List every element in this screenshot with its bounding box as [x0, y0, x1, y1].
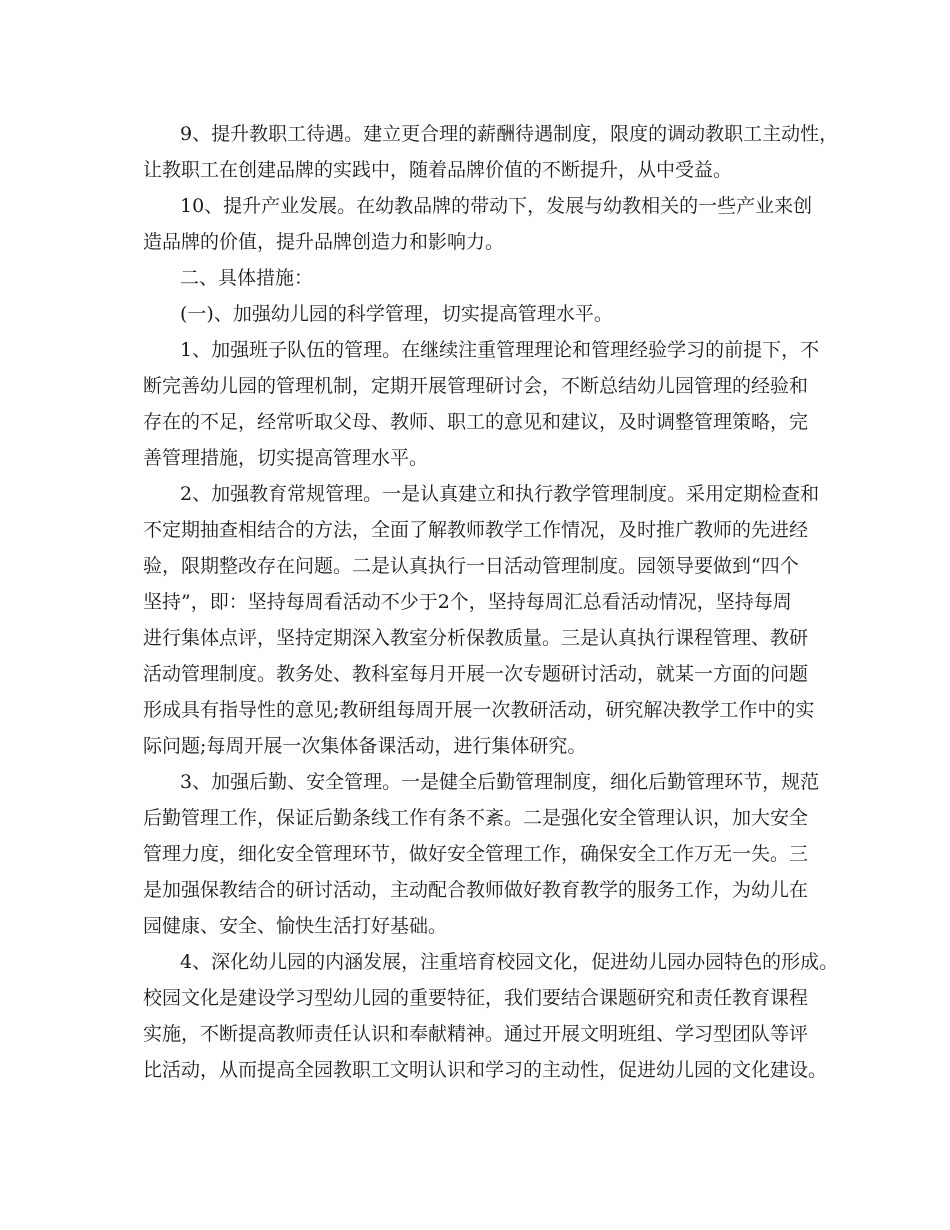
- subheading-scientific-management: (一)、加强幼儿园的科学管理，切实提高管理水平。: [180, 303, 613, 325]
- measure-3-line-5: 园健康、安全、愉快生活打好基础。: [143, 915, 448, 937]
- measure-1-line-4: 善管理措施，切实提高管理水平。: [143, 447, 429, 469]
- measure-4-line-1: 4、深化幼儿园的内涵发展，注重培育校园文化，促进幼儿园办园特色的形成。: [180, 951, 839, 973]
- paragraph-10-line-2: 造品牌的价值，提升品牌创造力和影响力。: [143, 231, 505, 253]
- measure-2-line-2: 不定期抽查相结合的方法，全面了解教师教学工作情况，及时推广教师的先进经: [143, 519, 809, 541]
- measure-1-line-1: 1、加强班子队伍的管理。在继续注重管理理论和管理经验学习的前提下，不: [180, 339, 820, 361]
- section-heading-measures: 二、具体措施：: [180, 267, 314, 289]
- measure-2-line-5: 进行集体点评，坚持定期深入教室分析保教质量。三是认真执行课程管理、教研: [143, 627, 809, 649]
- measure-3-line-2: 后勤管理工作，保证后勤条线工作有条不紊。二是强化安全管理认识，加大安全: [143, 807, 809, 829]
- measure-4-line-2: 校园文化是建设学习型幼儿园的重要特征，我们要结合课题研究和责任教育课程: [143, 987, 809, 1009]
- measure-2-line-1: 2、加强教育常规管理。一是认真建立和执行教学管理制度。采用定期检查和: [180, 483, 820, 505]
- paragraph-9-line-2: 让教职工在创建品牌的实践中，随着品牌价值的不断提升，从中受益。: [143, 159, 733, 181]
- paragraph-9-line-1: 9、提升教职工待遇。建立更合理的薪酬待遇制度，限度的调动教职工主动性，: [180, 123, 839, 145]
- measure-1-line-3: 存在的不足，经常听取父母、教师、职工的意见和建议，及时调整管理策略，完: [143, 411, 809, 433]
- measure-2-line-8: 际问题;每周开展一次集体备课活动，进行集体研究。: [143, 735, 587, 757]
- measure-4-line-3: 实施，不断提高教师责任认识和奉献精神。通过开展文明班组、学习型团队等评: [143, 1023, 809, 1045]
- measure-2-line-7: 形成具有指导性的意见;教研组每周开展一次教研活动，研究解决教学工作中的实: [143, 699, 815, 721]
- measure-2-line-3: 验，限期整改存在问题。二是认真执行一日活动管理制度。园领导要做到“四个: [143, 555, 799, 577]
- measure-3-line-3: 管理力度，细化安全管理环节，做好安全管理工作，确保安全工作万无一失。三: [143, 843, 809, 865]
- measure-2-line-6: 活动管理制度。教务处、教科室每月开展一次专题研讨活动，就某一方面的问题: [143, 663, 809, 685]
- measure-2-line-4: 坚持”，即：坚持每周看活动不少于2个，坚持每周汇总看活动情况，坚持每周: [143, 591, 792, 613]
- measure-4-line-4: 比活动，从而提高全园教职工文明认识和学习的主动性，促进幼儿园的文化建设。: [143, 1059, 828, 1081]
- measure-3-line-4: 是加强保教结合的研讨活动，主动配合教师做好教育教学的服务工作，为幼儿在: [143, 879, 809, 901]
- measure-1-line-2: 断完善幼儿园的管理机制，定期开展管理研讨会，不断总结幼儿园管理的经验和: [143, 375, 809, 397]
- paragraph-10-line-1: 10、提升产业发展。在幼教品牌的带动下，发展与幼教相关的一些产业来创: [180, 195, 813, 217]
- measure-3-line-1: 3、加强后勤、安全管理。一是健全后勤管理制度，细化后勤管理环节，规范: [180, 771, 820, 793]
